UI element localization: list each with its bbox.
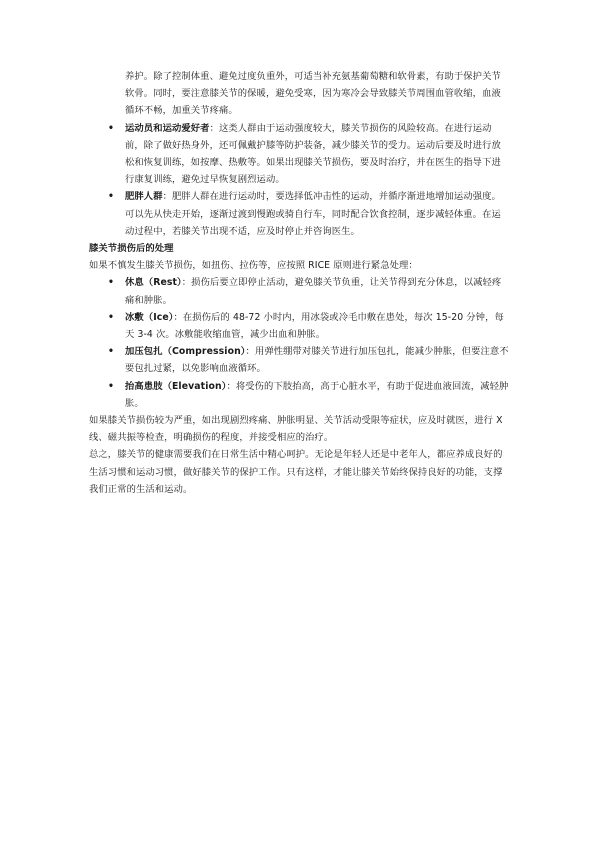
item-term: 运动员和运动爱好者 — [125, 122, 210, 134]
list-item-ice — [89, 309, 509, 343]
item-text: ：将受伤的下肢抬高，高于心脏水平，有助于促进血液回流，减轻肿胀。 — [125, 380, 509, 409]
item-text: ：这类人群由于运动强度较大，膝关节损伤的风险较高。在进行运动前，除了做好热身外，还可佩戴护膝等防护装备，减少膝关节的受力。运动后要及时进行放松和恢复训练，如按摩、热敷等。如果出现膝关节损伤，要及时治疗，并在医生的指导下进行康复训练，避免过早恢复剧烈运动。 — [125, 122, 501, 186]
groups-list — [89, 120, 509, 240]
section-heading: 膝关节损伤后的处理 — [89, 243, 174, 255]
list-item-compression — [89, 343, 509, 377]
item-text: ：损伤后要立即停止活动，避免膝关节负重，让关节得到充分休息，以减轻疼痛和肿胀。 — [125, 277, 502, 306]
list-item-elevation — [89, 378, 509, 412]
serious-injury-paragraph: 如果膝关节损伤较为严重，如出现剧烈疼痛、肿胀明显、关节活动受限等症状，应及时就医，进行 X 线、磁共振等检查，明确损伤的程度，并接受相应的治疗。 — [89, 415, 503, 444]
summary-paragraph: 总之，膝关节的健康需要我们在日常生活中精心呵护。无论是年轻人还是中老年人，都应养成良好的生活习惯和运动习惯，做好膝关节的保护工作。只有这样，才能让膝关节始终保持良好的功能，支撑我们正常的生活和运动。 — [89, 449, 503, 495]
bullet-icon: • — [108, 122, 115, 134]
list-item-rest — [89, 274, 509, 308]
section-intro: 如果不慎发生膝关节损伤，如扭伤、拉伤等，应按照 RICE 原则进行紧急处理： — [89, 260, 418, 272]
list-item-athletes — [89, 120, 509, 189]
item-term: 肥胖人群 — [125, 191, 163, 203]
continuation-paragraph: 养护。除了控制体重、避免过度负重外，可适当补充氨基葡萄糖和软骨素，有助于保护关节软骨。同时，要注意膝关节的保暖，避免受寒，因为寒冷会导致膝关节周围血管收缩，血液循环不畅，加重关节疼痛。 — [125, 71, 501, 117]
bullet-icon: • — [108, 311, 115, 323]
item-term: 加压包扎（Compression） — [125, 346, 246, 358]
bullet-icon: • — [108, 191, 115, 203]
bullet-icon: • — [108, 277, 115, 289]
item-term: 抬高患肢（Elevation） — [125, 380, 227, 392]
item-term: 休息（Rest） — [125, 277, 182, 289]
rice-list — [89, 274, 509, 412]
item-term: 冰敷（Ice） — [125, 311, 174, 323]
item-text: ：肥胖人群在进行运动时，要选择低冲击性的运动，并循序渐进地增加运动强度。可以先从快走开始，逐渐过渡到慢跑或骑自行车，同时配合饮食控制，逐步减轻体重。在运动过程中，若膝关节出现不适，应及时停止并咨询医生。 — [125, 191, 501, 237]
document-page — [89, 68, 509, 498]
item-text: ：在损伤后的 48-72 小时内，用冰袋或冷毛巾敷在患处，每次 15-20 分钟，每天 3-4 次。冰敷能收缩血管，减少出血和肿胀。 — [125, 311, 504, 341]
bullet-icon: • — [108, 346, 115, 358]
item-text: ：用弹性绷带对膝关节进行加压包扎，能减少肿胀，但要注意不要包扎过紧，以免影响血液循环。 — [125, 346, 509, 375]
list-item-obese — [89, 188, 509, 240]
bullet-icon: • — [108, 380, 115, 392]
